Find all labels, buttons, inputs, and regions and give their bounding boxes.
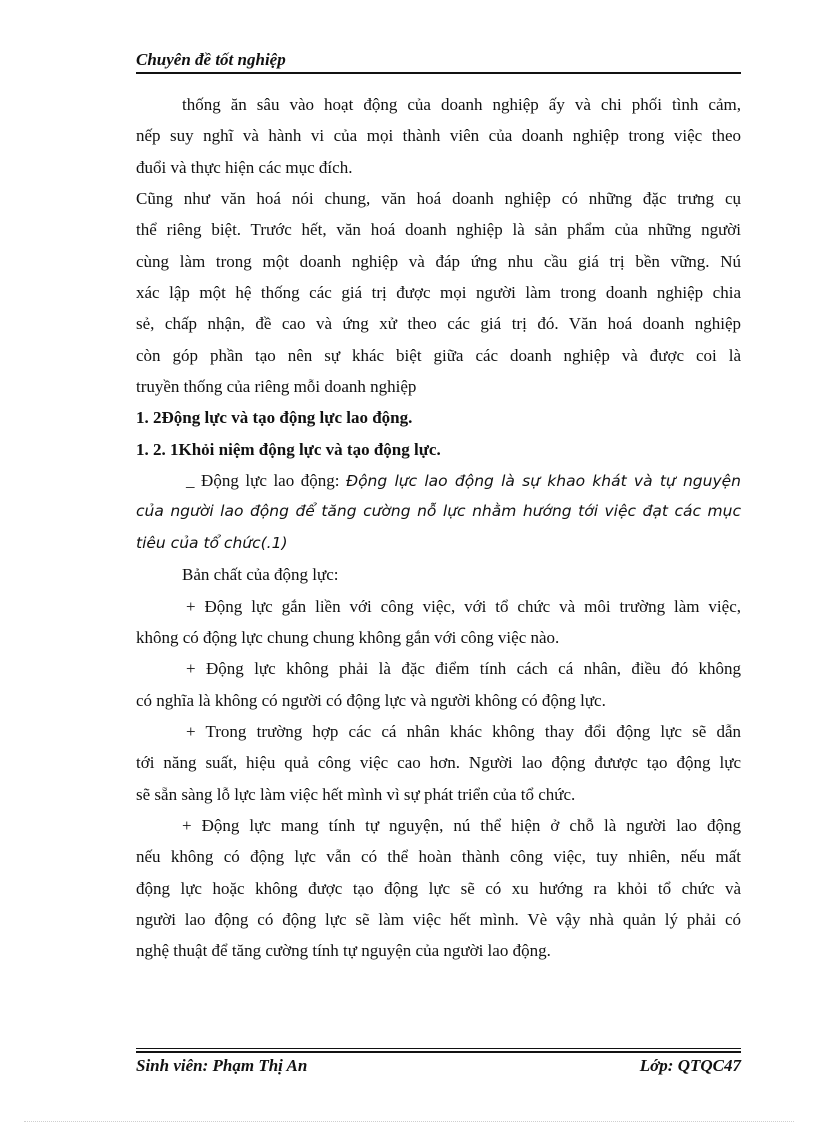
- body-line: nếu không có động lực vẫn có thể hoàn thành công việc, tuy nhiên, nếu mất: [136, 847, 741, 867]
- body-line: thể riêng biệt. Trước hết, văn hoá doanh nghiệp là sản phẩm của những người: [136, 220, 741, 240]
- footer-rule: [136, 1048, 741, 1049]
- body-line: Bản chất của động lực:: [182, 565, 339, 585]
- list-item: + Động lực không phải là đặc điểm tính cách cá nhân, điều đó không: [186, 659, 741, 679]
- definition-line: của người lao động để tăng cường nỗ lực nhằm hướng tới việc đạt các mục: [136, 502, 741, 521]
- page-header: [136, 49, 741, 74]
- definition-text: Động lực lao động là sự khao khát và tự nguyện: [346, 472, 741, 491]
- definition-line: tiêu của tổ chức(.1): [136, 533, 288, 552]
- body-line: cùng làm trong một doanh nghiệp và đáp ứng nhu cầu giá trị bền vững. Nú: [136, 251, 741, 271]
- body-line: truyền thống của riêng mỗi doanh nghiệp: [136, 377, 417, 397]
- page-footer: [136, 1048, 741, 1077]
- definition-term: _ Động lực lao động:: [186, 471, 347, 491]
- body-line: sẻ, chấp nhận, đề cao và ứng xử theo các giá trị đó. Văn hoá doanh nghiệp: [136, 314, 741, 334]
- definition-line: [136, 465, 741, 496]
- footer-rule: [136, 1051, 741, 1053]
- subsection-heading: 1. 2. 1Khỏi niệm động lực và tạo động lực.: [136, 439, 441, 459]
- header-rule: [136, 72, 741, 74]
- class-label: Lớp: QTQC47: [639, 1056, 741, 1075]
- section-heading: 1. 2Động lực và tạo động lực lao động.: [136, 408, 413, 428]
- list-item: + Động lực gắn liền với công việc, với tổ chức và môi trường làm việc,: [186, 596, 741, 616]
- body-line: nếp suy nghĩ và hành vi của mọi thành viên của doanh nghiệp trong việc theo: [136, 126, 741, 146]
- body-line: không có động lực chung chung không gắn với công việc nào.: [136, 627, 560, 647]
- body-line: nghệ thuật để tăng cường tính tự nguyện của người lao động.: [136, 941, 551, 961]
- body-line: thống ăn sâu vào hoạt động của doanh nghiệp ấy và chi phối tình cảm,: [182, 95, 741, 114]
- body-line: còn góp phần tạo nên sự khác biệt giữa các doanh nghiệp và được coi là: [136, 345, 741, 365]
- body-line: động lực hoặc không được tạo động lực sẽ có xu hướng ra khỏi tổ chức và: [136, 878, 741, 898]
- page-body: [136, 89, 741, 967]
- body-line: có nghĩa là không có người có động lực và người không có động lực.: [136, 690, 606, 710]
- page-edge-dotted-line: [24, 1121, 794, 1122]
- student-name: Sinh viên: Phạm Thị An: [136, 1056, 308, 1075]
- body-line: xác lập một hệ thống các giá trị được mọi người làm trong doanh nghiệp chia: [136, 283, 741, 303]
- body-line: đuổi và thực hiện các mục đích.: [136, 157, 353, 177]
- body-line: sẽ sẵn sàng lỗ lực làm việc hết mình vì sự phát triển của tổ chức.: [136, 784, 576, 804]
- list-item: + Động lực mang tính tự nguyện, nú thể hiện ở chỗ là người lao động: [182, 815, 741, 835]
- body-line: người lao động có động lực sẽ làm việc hết mình. Vè vậy nhà quản lý phải có: [136, 909, 741, 929]
- body-line: Cũng như văn hoá nói chung, văn hoá doanh nghiệp có những đặc trưng cụ: [136, 189, 741, 209]
- footer-row: [136, 1055, 741, 1077]
- document-title: Chuyên đề tốt nghiệp: [136, 50, 286, 69]
- list-item: + Trong trường hợp các cá nhân khác không thay đổi động lực sẽ dẫn: [186, 721, 741, 741]
- body-line: tới năng suất, hiệu quả công việc cao hơn. Người lao động đưược tạo động lực: [136, 753, 741, 773]
